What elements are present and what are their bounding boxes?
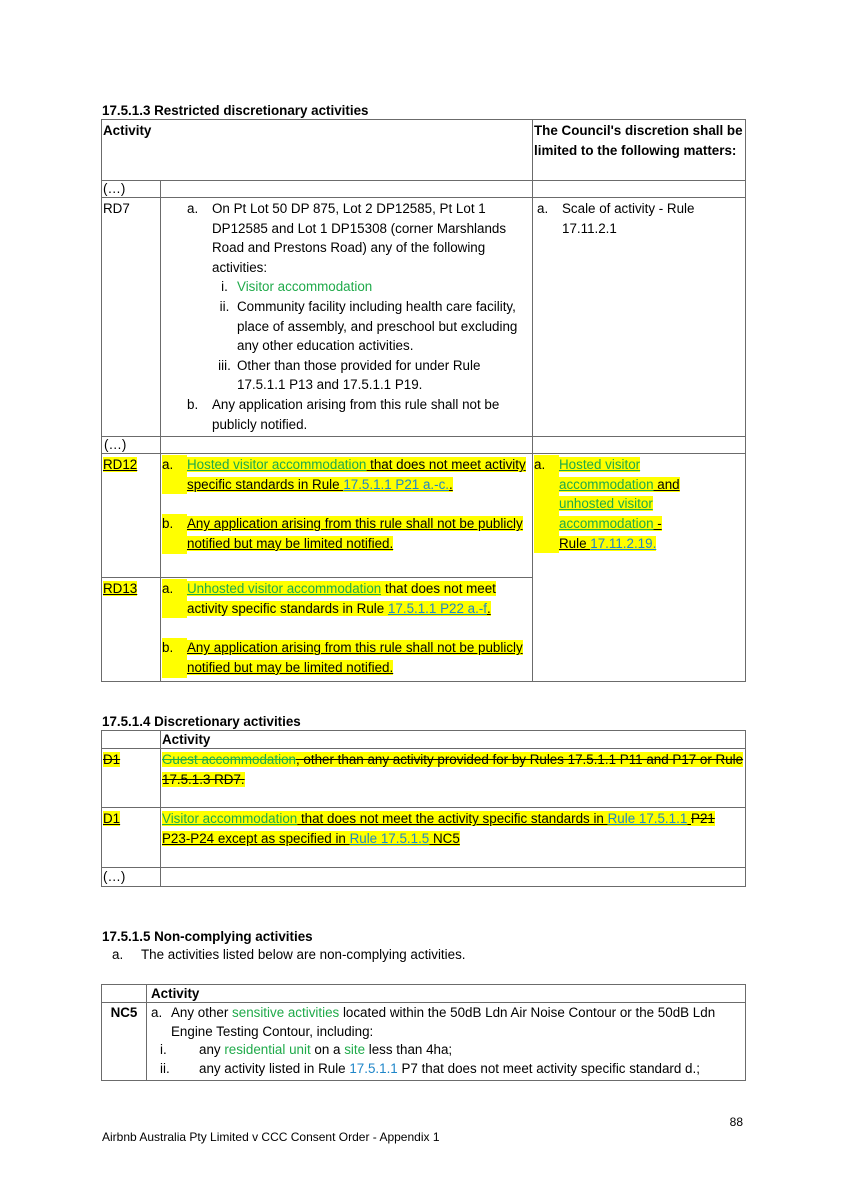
list-item: i. Visitor accommodation [187,277,531,297]
nc5-cell [147,1003,746,1081]
table-row-nc5 [102,1003,746,1081]
d1-deleted-cell: Guest accommodation, other than any activity provided for by Rules 17.5.1.1 P11 and P17 or Rule 17.5.1.3 RD7. [161,749,746,808]
header-discretion: The Council's discretion shall be limited to the following matters: [533,120,746,181]
non-complying-table [101,984,746,1081]
list-item: a. Scale of activity - Rule 17.11.2.1 [537,201,695,236]
rule-code: NC5 [102,1003,147,1081]
table-header-row [102,120,746,181]
rd7-activity-cell [161,198,533,437]
table-row-rd12 [102,454,746,578]
header-activity: Activity [161,731,746,749]
guest-accommodation-link[interactable]: Guest accommodation [162,752,296,767]
visitor-accommodation-link[interactable]: Visitor accommodation [237,279,373,295]
discretionary-table [101,730,746,887]
d1-cell: Visitor accommodation that does not meet the activity specific standards in Rule 17.5.1.1 P21 P23-P24 except as specified in Rule 17.5.1.5 NC5 [161,808,746,868]
rule-link[interactable]: 17.5.1.1 P21 a.-c. [343,476,450,492]
section-title-discretionary: 17.5.1.4 Discretionary activities [102,714,301,729]
hosted-visitor-accommodation-link[interactable]: Hosted visitor accommodation [559,457,654,492]
unhosted-visitor-accommodation-link[interactable]: Unhosted visitor accommodation [187,581,382,597]
table-row-d1-deleted [102,749,746,808]
header-activity: Activity [147,985,746,1003]
table-row-d1 [102,808,746,868]
list-item: i. any residential unit on a site less than 4ha; [160,1042,453,1057]
hosted-visitor-accommodation-link[interactable]: Hosted visitor accommodation [187,457,367,473]
row-ellipsis: (…) [102,437,161,454]
list-item: a. On Pt Lot 50 DP 875, Lot 2 DP12585, Pt Lot 1 DP12585 and Lot 1 DP15308 (corner Marshlands Road and Prestons Road) any of the following activities: [187,201,507,275]
table-row [102,181,746,198]
list-item: a. Hosted visitor accommodation and unhosted visitor accommodation - Rule 17.11.2.19. [534,455,744,553]
unhosted-visitor-accommodation-link[interactable]: unhosted visitor accommodation [559,496,654,531]
table-header-row [102,985,746,1003]
rule-code: RD13 [103,581,138,597]
rule-link[interactable]: Rule 17.5.1.5 [349,830,430,846]
rule-code: RD7 [102,198,161,437]
rule-code: D1 [103,811,121,826]
table-header-row [102,731,746,749]
list-item: b. Any application arising from this rule shall not be publicly notified but may be limited notified. [162,638,531,677]
rule-link[interactable]: 17.5.1.1 [349,1060,398,1076]
rule-link[interactable]: 17.11.2.19. [590,535,657,551]
visitor-accommodation-link[interactable]: Visitor accommodation [162,811,298,826]
rule-code: RD12 [103,457,138,473]
intro-text: a. The activities listed below are non-complying activities. [112,947,466,962]
page-footer: Airbnb Australia Pty Limited v CCC Consent Order - Appendix 1 [102,1130,440,1144]
restricted-discretionary-table [101,119,746,682]
row-ellipsis: (…) [102,181,161,198]
rd12-activity-cell [161,454,533,578]
rd13-activity-cell [161,578,533,682]
site-link[interactable]: site [344,1042,366,1057]
rd7-discretion-cell [533,198,746,437]
list-item: iii. Other than those provided for under Rule 17.5.1.1 P13 and 17.5.1.1 P19. [218,357,481,393]
list-item: b. Any application arising from this rule shall not be publicly notified. [187,396,500,432]
list-item: ii. any activity listed in Rule 17.5.1.1 P7 that does not meet activity specific standard d.; [160,1060,700,1076]
sensitive-activities-link[interactable]: sensitive activities [232,1005,340,1020]
table-row-rd7 [102,198,746,437]
page-number: 88 [729,1115,743,1129]
rule-link[interactable]: Rule 17.5.1.1 [607,811,688,826]
residential-unit-link[interactable]: residential unit [224,1042,311,1057]
list-item: a. Any other sensitive activities located within the 50dB Ldn Air Noise Contour or the 50dB Ldn Engine Testing Contour, including: [151,1005,716,1039]
list-item: b. Any application arising from this rule shall not be publicly notified but may be limited notified. [162,514,531,553]
section-title-non-complying: 17.5.1.5 Non-complying activities [102,929,313,944]
list-item: a. Unhosted visitor accommodation that does not meet activity specific standards in Rule 17.5.1.1 P22 a.-f. [162,579,531,618]
rule-link[interactable]: 17.5.1.1 P22 a.-f [387,600,487,616]
list-item: a. Hosted visitor accommodation that does not meet activity specific standards in Rule 17.5.1.1 P21 a.-c.. [162,455,531,494]
rule-code: D1 [103,752,121,767]
header-activity: Activity [102,120,533,181]
rd12-rd13-discretion-cell [533,454,746,682]
table-row [102,437,746,454]
section-title-restricted-discretionary: 17.5.1.3 Restricted discretionary activities [102,103,369,118]
row-ellipsis: (…) [102,868,161,887]
list-item: ii. Community facility including health care facility, place of assembly, and preschool but excluding any other education activities. [219,298,518,354]
table-row [102,868,746,887]
